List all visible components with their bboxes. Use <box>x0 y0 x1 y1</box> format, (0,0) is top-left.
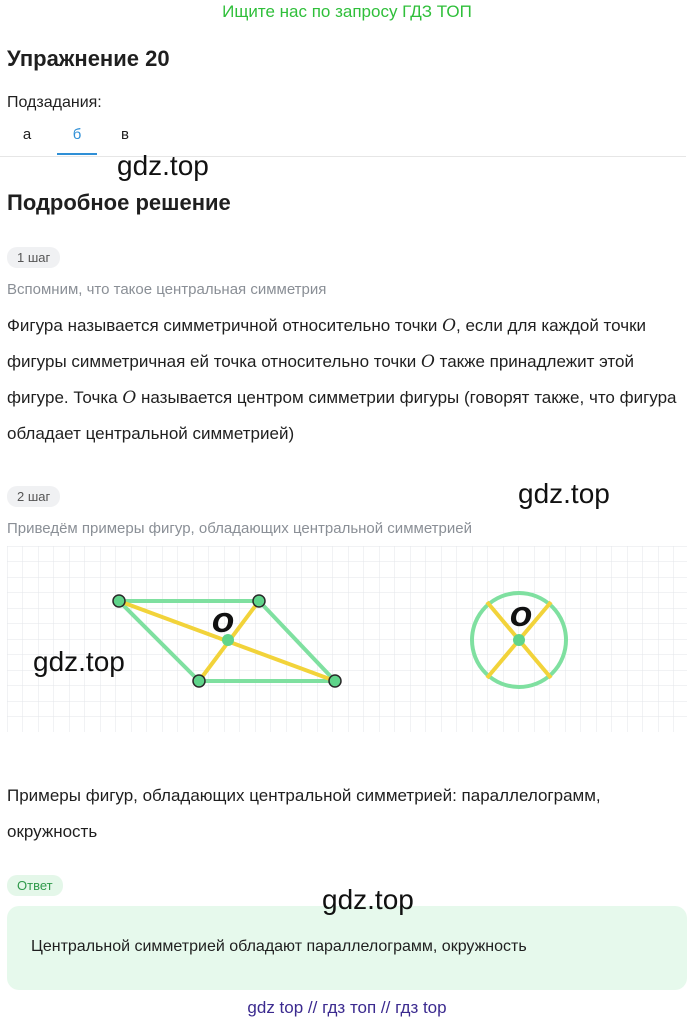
point-o-symbol: O <box>442 316 457 336</box>
grid-background <box>7 546 687 732</box>
tab-v[interactable]: в <box>121 126 129 143</box>
parallelogram-center-label: O <box>212 609 235 639</box>
step-1-text-part: называется центром симметрии фигуры (говорят также, что фигура обладает центральной симметрией) <box>7 388 677 443</box>
answer-text: Центральной симметрией обладают параллелограмм, окружность <box>31 938 527 955</box>
parallelogram-vertex <box>113 595 125 607</box>
point-o-symbol: O <box>122 388 137 408</box>
step-1-text-part: также принадлежит этой фигуре. Точка <box>7 352 634 407</box>
step-2-badge: 2 шаг <box>7 486 60 507</box>
parallelogram-vertex <box>253 595 265 607</box>
watermark: gdz.top <box>117 150 209 181</box>
symmetry-figures-drawing <box>7 546 687 732</box>
step-2-conclusion: Примеры фигур, обладающих центральной симметрией: параллелограмм, окружность <box>7 786 601 841</box>
step-1-text-part: Фигура называется симметричной относительно точки <box>7 316 443 335</box>
watermark: gdz.top <box>322 884 414 915</box>
tab-b[interactable]: б <box>57 124 97 154</box>
point-o-symbol: O <box>420 352 435 372</box>
parallelogram-vertex <box>329 675 341 687</box>
section-title: Подробное решение <box>7 190 231 215</box>
step-1-text <box>7 308 687 452</box>
page-title: Упражнение 20 <box>7 46 170 71</box>
subtasks-label: Подзадания: <box>7 94 102 111</box>
answer-badge: Ответ <box>7 875 63 896</box>
watermark: gdz.top <box>33 646 125 677</box>
subtask-tabs <box>0 124 686 157</box>
step-1-caption: Вспомним, что такое центральная симметрия <box>7 281 327 298</box>
parallelogram-vertex <box>193 675 205 687</box>
circle-center-point <box>513 634 525 646</box>
footer-links: gdz top // гдз топ // гдз top <box>247 998 447 1017</box>
answer-box <box>7 906 687 990</box>
tab-a[interactable]: а <box>22 126 32 143</box>
search-banner: Ищите нас по запросу ГДЗ ТОП <box>222 2 472 21</box>
step-1-text-part: , если для каждой точки фигуры симметричная ей точка относительно точки <box>7 316 647 371</box>
step-2-caption: Приведём примеры фигур, обладающих центральной симметрией <box>7 520 472 537</box>
step-1-badge: 1 шаг <box>7 247 60 268</box>
watermark: gdz.top <box>518 478 610 509</box>
circle-center-label: O <box>510 603 533 633</box>
